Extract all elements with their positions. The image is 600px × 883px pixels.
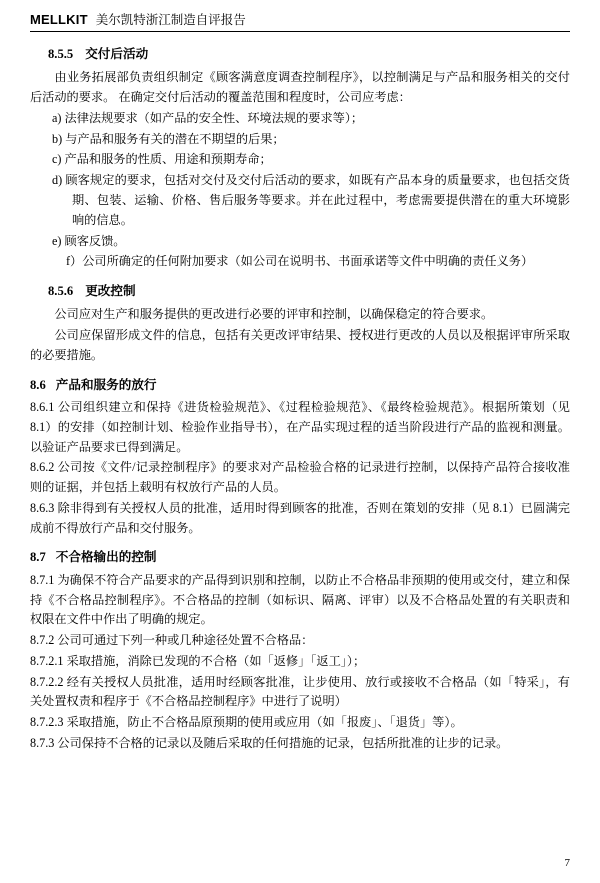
paragraph: 由业务拓展部负责组织制定《顾客满意度调查控制程序》，以控制满足与产品和服务相关的交付后活动的要求。 在确定交付后活动的覆盖范围和程度时，公司应考虑： [30,70,570,105]
list-item: b) 与产品和服务有关的潜在不期望的后果； [52,131,285,146]
clause: 8.7.1 为确保不符合产品要求的产品得到识别和控制，以防止不合格品非预期的使用或交付，建立和保持《不合格品控制程序》。不合格品的控制（如标识、隔离、评审）以及不合格品处置的有关职责和权限在文件中作出了明确的规定。 [30,572,570,627]
heading-number: 8.5.5 [48,47,74,61]
page-number: 7 [564,857,570,869]
list-item: d) 顾客规定的要求，包括对交付及交付后活动的要求，如既有产品本身的质量要求，也包括交货期、包装、运输、价格、售后服务等要求。并在此过程中，考虑需要提供潜在的重大环境影响的信息。 [52,173,570,227]
heading-text: 更改控制 [85,284,136,299]
heading-8-5-5 [48,44,570,64]
heading-text: 不合格输出的控制 [55,550,157,565]
clause: 8.6.2 公司按《文件/记录控制程序》的要求对产品检验合格的记录进行控制，以保持产品符合接收准则的证据，并包括上载明有权放行产品的人员。 [30,460,570,495]
clause: 8.7.2.2 经有关授权人员批准，适用时经顾客批准，让步使用、放行或接收不合格品（如「特采」，有关处置权责和程序于《不合格品控制程序》中进行了说明） [30,674,570,709]
list-item: c) 产品和服务的性质、用途和预期寿命； [52,152,272,167]
clause: 8.7.2.1 采取措施，消除已发现的不合格（如「返修」「返工」）； [30,653,366,668]
heading-text: 产品和服务的放行 [55,377,157,392]
clause: 8.7.3 公司保持不合格的记录以及随后采取的任何措施的记录，包括所批准的让步的记录。 [30,736,509,750]
clause: 8.6.1 公司组织建立和保持《进货检验规范》、《过程检验规范》、《最终检验规范》。根据所策划（见 8.1）的安排（如控制计划、检验作业指导书），在产品实现过程的适当阶段进行产品的监视和测量。以验证产品要求已得到满足。 [30,400,570,454]
heading-text: 交付后活动 [85,47,149,61]
list-item: a) 法律法规要求（如产品的安全性、环境法规的要求等）； [52,110,364,125]
header-title: 美尔凯特浙江制造自评报告 [95,13,246,27]
clause: 8.7.2.3 采取措施，防止不合格品原预期的使用或应用（如「报废」、「退货」等）。 [30,715,463,730]
list-item: e) 顾客反馈。 [52,233,126,248]
heading-number: 8.7 [30,550,46,565]
heading-8-5-6 [48,281,570,301]
document-body [30,44,570,754]
paragraph: 公司应对生产和服务提供的更改进行必要的评审和控制，以确保稳定的符合要求。 [54,307,494,322]
page-header [30,10,570,32]
list-item: f）公司所确定的任何附加要求（如公司在说明书、书面承诺等文件中明确的责任义务） [66,254,534,269]
heading-8-6 [30,375,570,395]
clause: 8.6.3 除非得到有关授权人员的批准，适用时得到顾客的批准，否则在策划的安排（见 8.1）已圆满完成前不得放行产品和交付服务。 [30,500,570,535]
paragraph: 公司应保留形成文件的信息，包括有关更改评审结果、授权进行更改的人员以及根据评审所采取的必要措施。 [30,328,570,362]
clause: 8.7.2 公司可通过下列一种或几种途径处置不合格品： [30,633,314,648]
brand-logo: MELLKIT [30,12,88,27]
heading-8-7 [30,547,570,567]
heading-number: 8.6 [30,377,46,392]
heading-number: 8.5.6 [48,284,74,299]
